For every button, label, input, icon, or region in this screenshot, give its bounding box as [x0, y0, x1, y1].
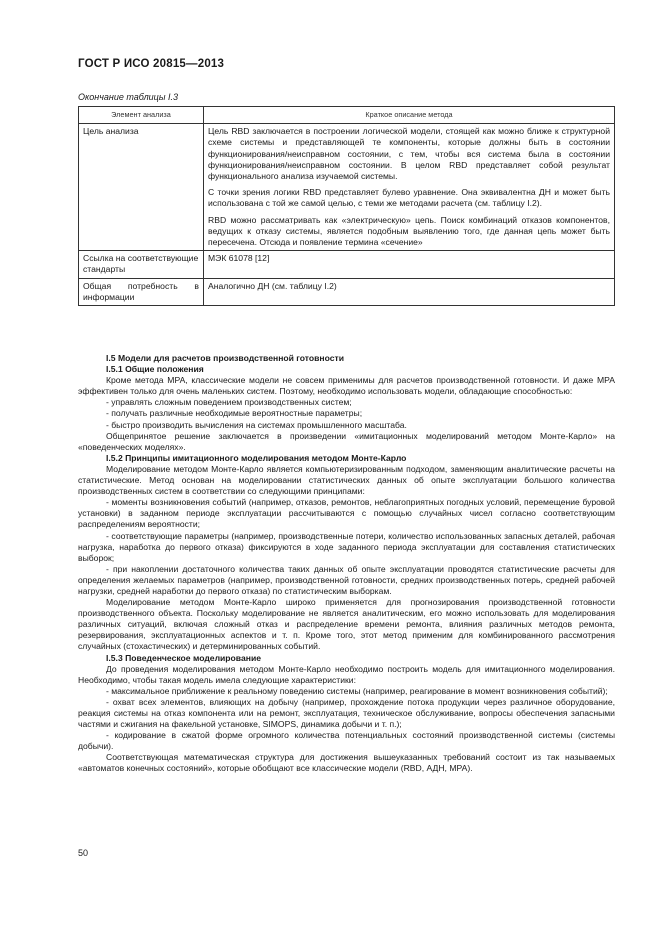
subsection-heading: I.5.1 Общие положения: [106, 364, 204, 375]
paragraph: Общепринятое решение заключается в произведении «имитационных моделирований методом Монте-Карло» на «поведенческих моделях».: [78, 430, 615, 452]
list-item: - охват всех элементов, влияющих на добычу (например, прохождение потока продукции через различное оборудование, реакция системы на отказ компонента или на ремонт, эксплуатация, техническое обслуживание, вопросы обеспечения запасными частями и сжигания на факельной установке, SIMOPS, динамика добычи и т. п.);: [78, 696, 615, 730]
table-caption: Окончание таблицы I.3: [78, 92, 178, 102]
column-header-description: Краткое описание метода: [204, 107, 615, 124]
paragraph: Моделирование методом Монте-Карло широко применяется для прогнозирования производственной готовности производственного объекта. Поскольку моделирование не является аналитическим, его можно использовать для моделирования различных ситуаций, включая сложный отказ и распределение времени ремонта, влияния различных методов ремонта, резервирования, эксплуатационных аспектов и т. п. Кроме того, этот метод применим для комбинированного рассмотрения случайных (стохастических) и детерминированных событий.: [78, 597, 615, 652]
subsection-heading: I.5.3 Поведенческое моделирование: [106, 652, 262, 663]
method-table: [78, 106, 615, 306]
description-paragraph: Аналогично ДН (см. таблицу I.2): [208, 280, 337, 291]
page-number: 50: [78, 848, 89, 858]
section-heading: I.5 Модели для расчетов производственной готовности: [106, 353, 345, 363]
list-item: - соответствующие параметры (например, производственные потери, количество использованных запасных деталей, рабочая нагрузка, наработка до первого отказа) фиксируются в ходе заданного периода эксплуатации для составления статистических выборок;: [78, 530, 615, 563]
subsection-heading: I.5.2 Принципы имитационного моделирования методом Монте-Карло: [106, 452, 407, 463]
row-label: Общая потребность в информации: [79, 278, 204, 305]
description-paragraph: С точки зрения логики RBD представляет булево уравнение. Она эквивалентна ДН и может быть использована с той же самой целью, с теми же методами расчета (см. таблицу I.2).: [208, 187, 610, 209]
paragraph: До проведения моделирования методом Монте-Карло необходимо построить модель для имитационного моделирования. Необходимо, чтобы такая модель имела следующие характеристики:: [78, 663, 615, 685]
section-body: [78, 351, 615, 775]
list-item: - получать различные необходимые вероятностные параметры;: [106, 408, 363, 419]
paragraph: Моделирование методом Монте-Карло является компьютеризированным подходом, заменяющим аналитические расчеты на статистические. Метод основан на моделировании статистических данных об опыте эксплуатации большого количества производственных систем в соответствии со следующими принципами:: [78, 463, 615, 497]
document-title: ГОСТ Р ИСО 20815—2013: [78, 58, 225, 70]
list-item: - при накоплении достаточного количества таких данных об опыте эксплуатации проводятся статистические расчеты для определения желаемых параметров (например, производственной готовности, средних производственных потерь, средней рабочей нагрузки, средней наработки до первого отказа) по статистическим выборкам.: [78, 563, 615, 596]
description-paragraph: Цель RBD заключается в построении логической модели, стоящей как можно ближе к структурной схеме системы и представляющей те компоненты, которые должны быть в состоянии функционирования/неисправном состоянии, с тем, чтобы вся система была в состоянии функционирования/неисправном состоянии. В целом RBD представляет собой результат функционального анализа изучаемой системы.: [208, 126, 610, 182]
table-row: [79, 251, 615, 278]
list-item: - кодирование в сжатой форме огромного количества потенциальных состояний производственной системы (системы добычи).: [78, 730, 615, 752]
row-label: Ссылка на соответствующие стандарты: [79, 251, 204, 278]
table-row: [79, 124, 615, 251]
row-description: [204, 251, 615, 278]
paragraph: Кроме метода МРА, классические модели не совсем применимы для расчетов производственной готовности. И даже МРА эффективен только для очень маленьких систем. Поэтому, необходимо использовать модели, обладающие способностью:: [78, 375, 615, 397]
row-label: Цель анализа: [79, 124, 204, 251]
table-header-row: [79, 107, 615, 124]
list-item: - максимальное приближение к реальному поведению системы (например, реагирование в момент возникновения событий);: [106, 685, 608, 696]
description-paragraph: RBD можно рассматривать как «электрическую» цепь. Поиск комбинаций отказов компонентов, ведущих к отказу системы, является подобным выявлению того, где данная цепь может быть пересечена. Отсюда и появление термина «сечение»: [208, 214, 610, 248]
list-item: - моменты возникновения событий (например, отказов, ремонтов, неблагоприятных погодных условий, перемещение буровой установки) в заданном периоде эксплуатации рассчитываются с помощью случайных чисел согласно соответствующим распределениям вероятности;: [78, 497, 615, 530]
column-header-element: Элемент анализа: [79, 107, 204, 124]
description-paragraph: МЭК 61078 [12]: [208, 253, 270, 264]
list-item: - быстро производить вычисления на системах промышленного масштаба.: [106, 419, 407, 430]
paragraph: Соответствующая математическая структура для достижения вышеуказанных требований состоит из так называемых «автоматов конечных состояний», которые обобщают все классические модели (RBD, АДН, МРА).: [78, 752, 615, 774]
row-description: [204, 124, 615, 251]
list-item: - управлять сложным поведением производственных систем;: [106, 397, 352, 408]
table-row: [79, 278, 615, 305]
row-description: [204, 278, 615, 305]
